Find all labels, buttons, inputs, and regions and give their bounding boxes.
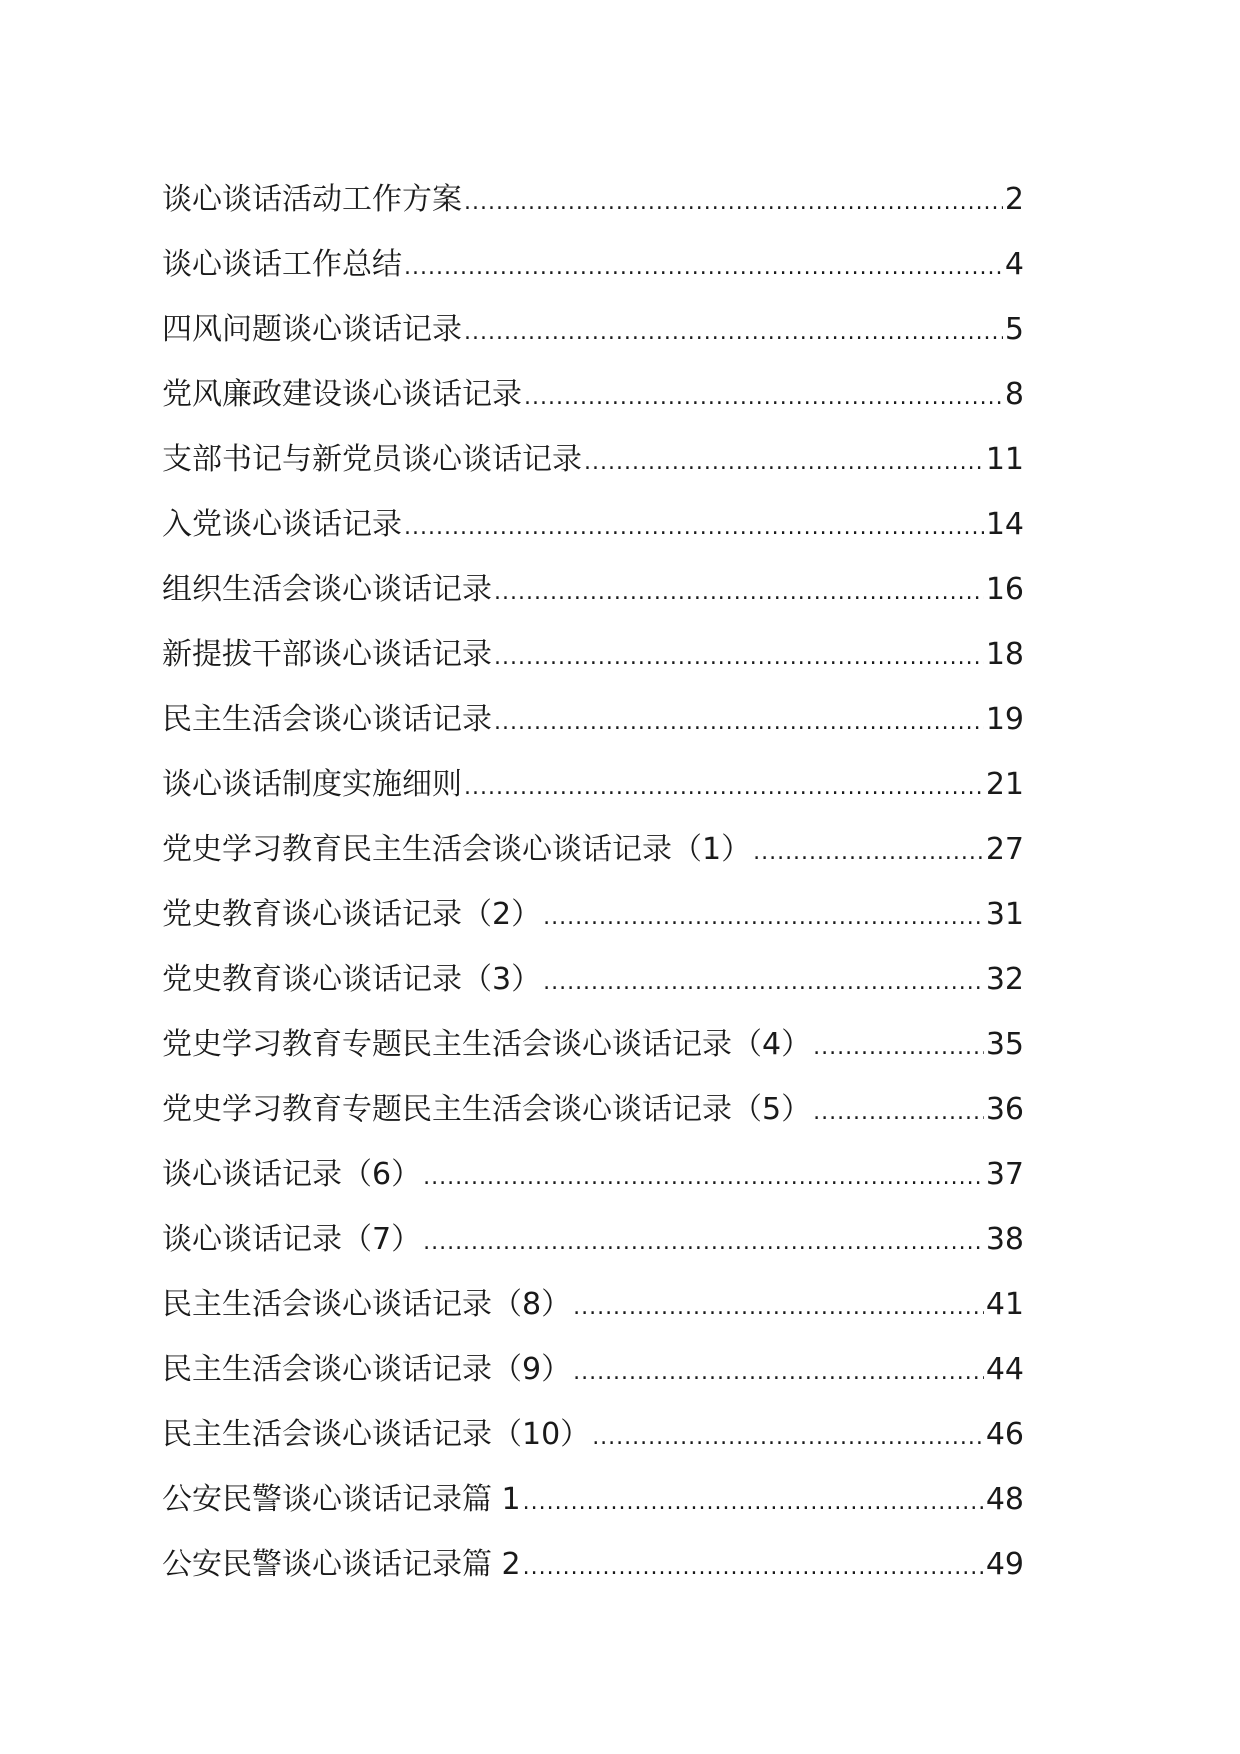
toc-entry-page: 16 bbox=[985, 572, 1024, 607]
toc-entry-page: 36 bbox=[985, 1092, 1024, 1127]
toc-entry-page: 44 bbox=[985, 1352, 1024, 1387]
dot-leader bbox=[494, 560, 984, 625]
toc-entry-page: 27 bbox=[985, 832, 1024, 867]
toc-entry-title: 支部书记与新党员谈心谈话记录 bbox=[162, 442, 582, 477]
dot-leader bbox=[813, 1015, 984, 1080]
toc-entry[interactable] bbox=[162, 817, 1024, 882]
dot-leader bbox=[423, 1210, 984, 1275]
toc-entry-title: 谈心谈话记录（6） bbox=[162, 1157, 422, 1192]
dot-leader bbox=[584, 430, 984, 495]
toc-entry-title: 公安民警谈心谈话记录篇 2 bbox=[162, 1547, 521, 1582]
toc-entry-page: 14 bbox=[985, 507, 1024, 542]
dot-leader bbox=[524, 365, 1003, 430]
toc-entry-title: 四风问题谈心谈话记录 bbox=[162, 312, 462, 347]
toc-entry-page: 21 bbox=[985, 767, 1024, 802]
toc-entry-title: 新提拔干部谈心谈话记录 bbox=[162, 637, 492, 672]
toc-entry-page: 2 bbox=[1004, 182, 1024, 217]
toc-entry-title: 党风廉政建设谈心谈话记录 bbox=[162, 377, 522, 412]
table-of-contents bbox=[162, 167, 1024, 1597]
dot-leader bbox=[464, 755, 984, 820]
toc-entry-page: 5 bbox=[1004, 312, 1024, 347]
toc-entry[interactable] bbox=[162, 1012, 1024, 1077]
toc-entry-page: 38 bbox=[985, 1222, 1024, 1257]
dot-leader bbox=[573, 1340, 984, 1405]
toc-entry-title: 党史学习教育民主生活会谈心谈话记录（1） bbox=[162, 832, 752, 867]
toc-entry-page: 11 bbox=[985, 442, 1024, 477]
toc-entry[interactable] bbox=[162, 1532, 1024, 1597]
toc-entry-page: 35 bbox=[985, 1027, 1024, 1062]
toc-entry-title: 民主生活会谈心谈话记录（9） bbox=[162, 1352, 572, 1387]
toc-entry-title: 谈心谈话工作总结 bbox=[162, 247, 402, 282]
dot-leader bbox=[464, 170, 1003, 235]
dot-leader bbox=[404, 235, 1003, 300]
dot-leader bbox=[423, 1145, 984, 1210]
toc-entry-page: 18 bbox=[985, 637, 1024, 672]
toc-entry-title: 谈心谈话记录（7） bbox=[162, 1222, 422, 1257]
toc-entry-title: 谈心谈话制度实施细则 bbox=[162, 767, 462, 802]
toc-entry-title: 公安民警谈心谈话记录篇 1 bbox=[162, 1482, 521, 1517]
toc-entry[interactable] bbox=[162, 167, 1024, 232]
toc-entry[interactable] bbox=[162, 557, 1024, 622]
dot-leader bbox=[494, 690, 984, 755]
toc-entry[interactable] bbox=[162, 1077, 1024, 1142]
toc-entry[interactable] bbox=[162, 1467, 1024, 1532]
toc-entry[interactable] bbox=[162, 622, 1024, 687]
toc-entry[interactable] bbox=[162, 1142, 1024, 1207]
toc-entry-title: 党史教育谈心谈话记录（3） bbox=[162, 962, 542, 997]
toc-entry-page: 49 bbox=[985, 1547, 1024, 1582]
toc-entry-page: 46 bbox=[985, 1417, 1024, 1452]
toc-entry-title: 民主生活会谈心谈话记录 bbox=[162, 702, 492, 737]
toc-entry[interactable] bbox=[162, 297, 1024, 362]
toc-entry-title: 党史教育谈心谈话记录（2） bbox=[162, 897, 542, 932]
dot-leader bbox=[813, 1080, 984, 1145]
toc-entry[interactable] bbox=[162, 1337, 1024, 1402]
toc-entry-title: 谈心谈话活动工作方案 bbox=[162, 182, 462, 217]
toc-entry-page: 31 bbox=[985, 897, 1024, 932]
dot-leader bbox=[404, 495, 984, 560]
toc-entry-page: 41 bbox=[985, 1287, 1024, 1322]
dot-leader bbox=[573, 1275, 984, 1340]
toc-entry-title: 党史学习教育专题民主生活会谈心谈话记录（5） bbox=[162, 1092, 812, 1127]
dot-leader bbox=[753, 820, 984, 885]
toc-entry-page: 19 bbox=[985, 702, 1024, 737]
dot-leader bbox=[543, 885, 984, 950]
toc-entry-page: 48 bbox=[985, 1482, 1024, 1517]
dot-leader bbox=[464, 300, 1003, 365]
dot-leader bbox=[523, 1470, 984, 1535]
toc-entry-title: 党史学习教育专题民主生活会谈心谈话记录（4） bbox=[162, 1027, 812, 1062]
toc-entry[interactable] bbox=[162, 947, 1024, 1012]
dot-leader bbox=[592, 1405, 984, 1470]
toc-entry[interactable] bbox=[162, 1402, 1024, 1467]
toc-entry-page: 8 bbox=[1004, 377, 1024, 412]
toc-entry[interactable] bbox=[162, 882, 1024, 947]
toc-entry-title: 组织生活会谈心谈话记录 bbox=[162, 572, 492, 607]
toc-entry[interactable] bbox=[162, 232, 1024, 297]
toc-entry-page: 32 bbox=[985, 962, 1024, 997]
toc-entry-page: 37 bbox=[985, 1157, 1024, 1192]
toc-entry[interactable] bbox=[162, 687, 1024, 752]
toc-entry[interactable] bbox=[162, 1272, 1024, 1337]
toc-entry-title: 入党谈心谈话记录 bbox=[162, 507, 402, 542]
dot-leader bbox=[494, 625, 984, 690]
toc-entry[interactable] bbox=[162, 752, 1024, 817]
toc-entry[interactable] bbox=[162, 492, 1024, 557]
dot-leader bbox=[543, 950, 984, 1015]
dot-leader bbox=[523, 1535, 984, 1600]
toc-entry-title: 民主生活会谈心谈话记录（8） bbox=[162, 1287, 572, 1322]
toc-entry-title: 民主生活会谈心谈话记录（10） bbox=[162, 1417, 591, 1452]
toc-entry[interactable] bbox=[162, 427, 1024, 492]
toc-entry[interactable] bbox=[162, 362, 1024, 427]
toc-entry[interactable] bbox=[162, 1207, 1024, 1272]
toc-entry-page: 4 bbox=[1004, 247, 1024, 282]
